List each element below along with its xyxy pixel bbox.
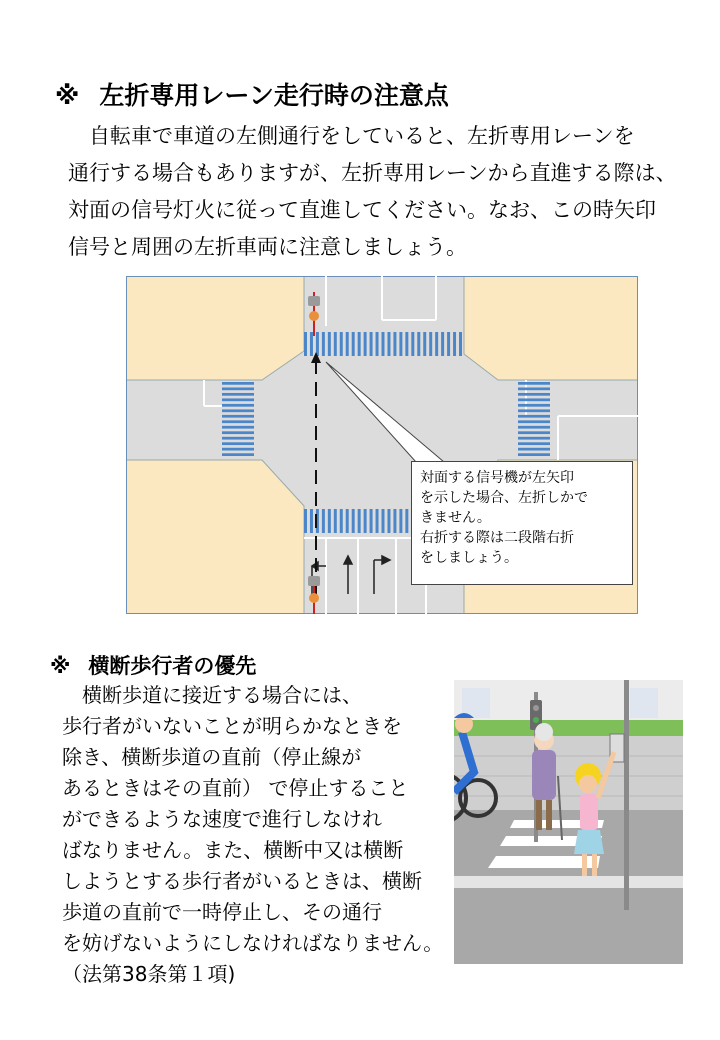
crosswalk-stripe (382, 509, 385, 533)
crosswalk-stripe (322, 332, 325, 356)
section2-title: 横断歩行者の優先 (88, 654, 257, 678)
crosswalk-stripe (328, 332, 331, 356)
paragraph-line: 除き、横断歩道の直前（停止線が (62, 745, 362, 769)
crosswalk-stripe (518, 437, 550, 440)
section1-paragraph (68, 118, 688, 266)
paragraph-line: ばなりません。また、横断中又は横断 (62, 838, 404, 862)
crosswalk-stripe (222, 453, 254, 456)
crosswalk-stripe (399, 332, 402, 356)
crosswalk-stripe (370, 509, 373, 533)
crosswalk-stripe (346, 509, 349, 533)
crosswalk-stripe (518, 448, 550, 451)
crosswalk-stripe (364, 509, 367, 533)
crosswalk-stripe (518, 442, 550, 445)
paragraph-line: 通行する場合もありますが、左折専用レーンから直進する際は、 (68, 161, 677, 185)
section1-heading (55, 76, 449, 112)
callout-line: をしましょう。 (420, 550, 518, 566)
paragraph-line: 自転車で車道の左側通行をしていると、左折専用レーンを (68, 124, 635, 148)
crosswalk-stripe (222, 382, 254, 385)
crosswalk-stripe (399, 509, 402, 533)
building-top-right (464, 276, 638, 380)
pedestrian-scene (454, 680, 683, 964)
crosswalk-stripe (304, 509, 307, 533)
paragraph-line: 歩道の直前で一時停止し、その通行 (62, 900, 382, 924)
paragraph-line: 信号と周囲の左折車両に注意しましょう。 (68, 235, 467, 259)
callout-line: を示した場合、左折しかで (420, 490, 588, 506)
crosswalk-stripe (316, 332, 319, 356)
crosswalk-stripe (222, 393, 254, 396)
callout-line: 右折する際は二段階右折 (420, 530, 574, 546)
crosswalk-stripe (518, 382, 550, 385)
crosswalk-stripe (352, 509, 355, 533)
crosswalk-stripe (222, 409, 254, 412)
reference-mark: ※ (50, 654, 71, 678)
crosswalk-stripe (393, 509, 396, 533)
building-top-left (126, 276, 304, 380)
crosswalk-stripe (518, 393, 550, 396)
paragraph-line: しようとする歩行者がいるときは、横断 (62, 869, 422, 893)
crosswalk-stripe (310, 332, 313, 356)
section1-title: 左折専用レーン走行時の注意点 (99, 81, 449, 110)
crosswalk-stripe (405, 509, 408, 533)
crosswalk-stripe (518, 409, 550, 412)
crosswalk-stripe (328, 509, 331, 533)
crosswalk-stripe (387, 332, 390, 356)
crosswalk-stripe (376, 332, 379, 356)
crosswalk-stripe (387, 509, 390, 533)
section2-paragraph (62, 680, 452, 990)
callout-line: きません。 (420, 510, 491, 526)
paragraph-line: （法第38条第１項) (62, 962, 236, 986)
crosswalk-stripe (447, 332, 450, 356)
crosswalk-stripe (222, 420, 254, 423)
crosswalk-stripe (346, 332, 349, 356)
paragraph-line: 歩行者がいないことが明らかなときを (62, 714, 402, 738)
crosswalk-stripe (304, 332, 307, 356)
crosswalk-stripe (334, 332, 337, 356)
crosswalk-stripe (518, 453, 550, 456)
building-bottom-left (126, 460, 304, 614)
crosswalk-stripe (322, 509, 325, 533)
section2-heading (50, 650, 256, 680)
crosswalk-stripe (423, 332, 426, 356)
crosswalk-stripe (376, 509, 379, 533)
paragraph-line: ができるような速度で進行しなけれ (62, 807, 382, 831)
crosswalk-stripe (382, 332, 385, 356)
crosswalk-stripe (370, 332, 373, 356)
crosswalk-stripe (518, 404, 550, 407)
crosswalk-stripe (453, 332, 456, 356)
crosswalk-stripe (222, 415, 254, 418)
paragraph-line: 横断歩道に接近する場合には、 (62, 683, 362, 707)
crosswalk-stripe (411, 332, 414, 356)
crosswalk-stripe (435, 332, 438, 356)
crosswalk-stripe (334, 509, 337, 533)
diagram-callout (411, 461, 633, 585)
crosswalk-stripe (310, 509, 313, 533)
crosswalk-stripe (222, 431, 254, 434)
crosswalk-stripe (518, 387, 550, 390)
crosswalk-stripe (393, 332, 396, 356)
crosswalk-stripe (518, 426, 550, 429)
crosswalk-stripe (364, 332, 367, 356)
crosswalk-stripe (518, 398, 550, 401)
crosswalk-stripe (518, 431, 550, 434)
crosswalk-stripe (222, 448, 254, 451)
crosswalk-stripe (459, 332, 462, 356)
crosswalk-stripe (222, 404, 254, 407)
paragraph-line: あるときはその直前） で停止すること (62, 776, 409, 800)
paragraph-line: 対面の信号灯火に従って直進してください。なお、この時矢印 (68, 198, 656, 222)
crosswalk-stripe (429, 332, 432, 356)
crosswalk-stripe (518, 420, 550, 423)
crosswalk-stripe (222, 387, 254, 390)
crosswalk-stripe (222, 437, 254, 440)
crosswalk-stripe (405, 332, 408, 356)
crosswalk-stripe (222, 398, 254, 401)
paragraph-line: を妨げないようにしなければなりません。 (62, 931, 444, 955)
crosswalk-stripe (222, 442, 254, 445)
callout-line: 対面する信号機が左矢印 (420, 470, 574, 486)
reference-mark: ※ (55, 81, 80, 110)
crosswalk-stripe (358, 509, 361, 533)
crosswalk-stripe (518, 415, 550, 418)
crosswalk-stripe (352, 332, 355, 356)
crosswalk-stripe (222, 426, 254, 429)
crosswalk-illustration (454, 680, 683, 964)
crosswalk-stripe (441, 332, 444, 356)
crosswalk-stripe (340, 509, 343, 533)
crosswalk-stripe (417, 332, 420, 356)
crosswalk-stripe (358, 332, 361, 356)
crosswalk-stripe (340, 332, 343, 356)
